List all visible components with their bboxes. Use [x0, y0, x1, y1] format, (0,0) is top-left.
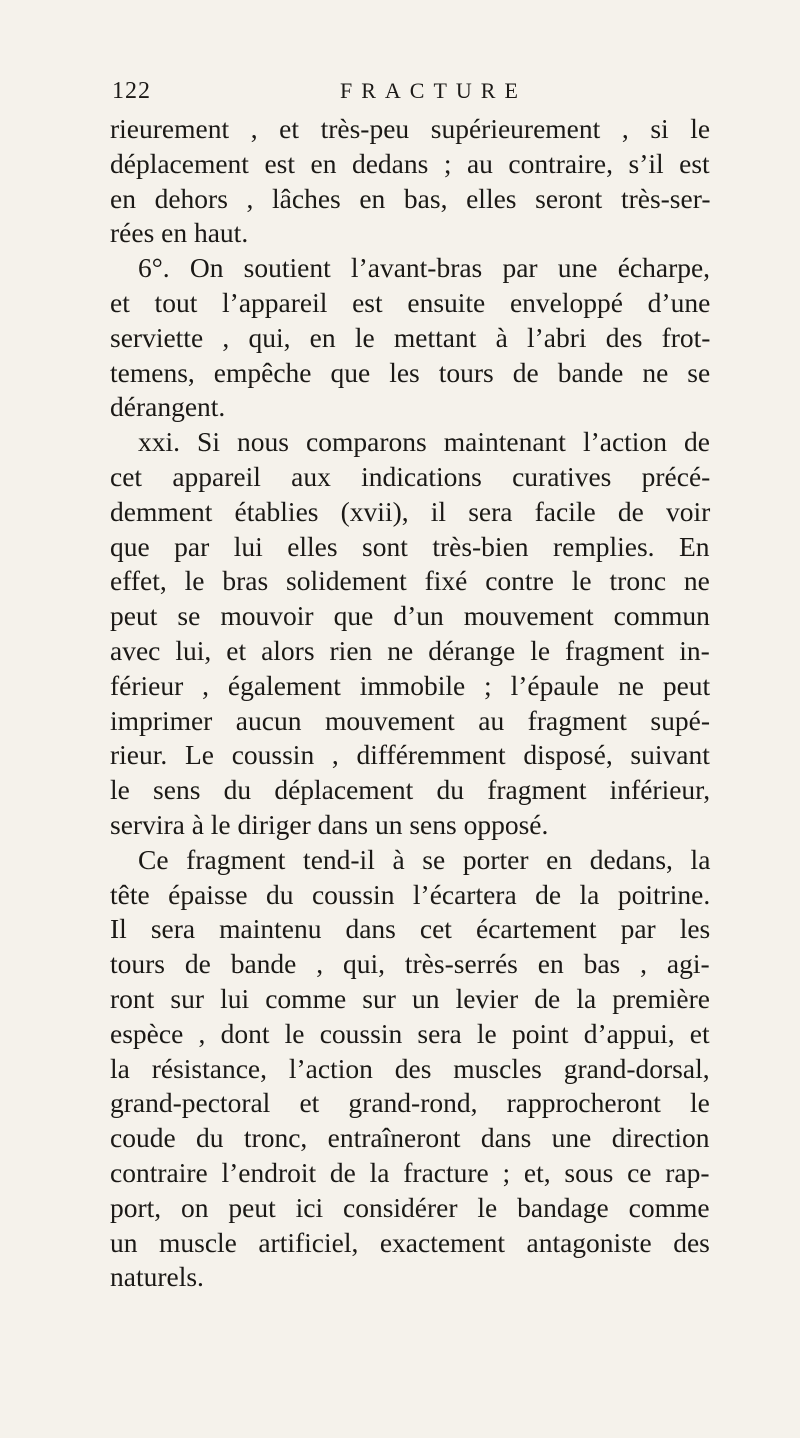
- text-line: servira à le diriger dans un sens opposé.: [110, 808, 549, 840]
- text-line: coude du tronc, entraîneront dans une direction: [110, 1122, 710, 1154]
- text-line: le sens du déplacement du fragment inférieur,: [110, 774, 711, 806]
- text-line: temens, empêche que les tours de bande ne se: [110, 356, 711, 388]
- text-line: que par lui elles sont très-bien remplies. En: [110, 530, 710, 562]
- page-number: 122: [112, 78, 151, 104]
- text-line: naturels.: [110, 1261, 204, 1293]
- text-line: avec lui, et alors rien ne dérange le fragment in-: [110, 634, 710, 666]
- running-head: FRACTURE: [340, 78, 527, 103]
- text-line: rieur. Le coussin , différemment disposé, suivant: [110, 739, 710, 771]
- page-header: [112, 78, 672, 108]
- text-line: 6°. On soutient l’avant-bras par une écharpe,: [138, 252, 711, 284]
- text-line: la résistance, l’action des muscles grand-dorsal,: [110, 1052, 710, 1084]
- text-line: serviette , qui, en le mettant à l’abri des frot-: [110, 321, 711, 353]
- text-line: et tout l’appareil est ensuite enveloppé d’une: [110, 286, 711, 318]
- text-line: port, on peut ici considérer le bandage comme: [110, 1191, 710, 1223]
- text-line: tête épaisse du coussin l’écartera de la poitrine.: [110, 878, 711, 910]
- body-text: [110, 112, 710, 1295]
- text-line: imprimer aucun mouvement au fragment supé-: [110, 704, 710, 736]
- text-line: espèce , dont le coussin sera le point d’appui, et: [110, 1017, 710, 1049]
- text-line: contraire l’endroit de la fracture ; et, sous ce rap-: [110, 1156, 710, 1188]
- text-line: tours de bande , qui, très-serrés en bas , agi-: [110, 948, 710, 980]
- text-line: rieurement , et très-peu supérieurement , si le: [110, 113, 711, 144]
- text-line: ront sur lui comme sur un levier de la première: [110, 982, 710, 1014]
- text-line: un muscle artificiel, exactement antagoniste des: [110, 1226, 710, 1258]
- text-line: grand-pectoral et grand-rond, rapprocheront le: [110, 1087, 710, 1119]
- text-line: dérangent.: [110, 391, 226, 423]
- text-line: férieur , également immobile ; l’épaule ne peut: [110, 669, 711, 701]
- text-line: demment établies (xvii), il sera facile de voir: [110, 495, 711, 527]
- text-line: effet, le bras solidement fixé contre le tronc ne: [110, 565, 710, 597]
- text-line: déplacement est en dedans ; au contraire, s’il est: [110, 147, 710, 179]
- text-line: peut se mouvoir que d’un mouvement commun: [110, 600, 710, 632]
- text-line: cet appareil aux indications curatives précé-: [110, 460, 711, 492]
- text-line: xxi. Si nous comparons maintenant l’action de: [138, 426, 710, 458]
- text-line: rées en haut.: [110, 217, 249, 249]
- text-line: Ce fragment tend-il à se porter en dedans, la: [138, 843, 711, 875]
- text-line: Il sera maintenu dans cet écartement par les: [110, 913, 711, 945]
- text-line: en dehors , lâches en bas, elles seront très-ser-: [110, 182, 711, 214]
